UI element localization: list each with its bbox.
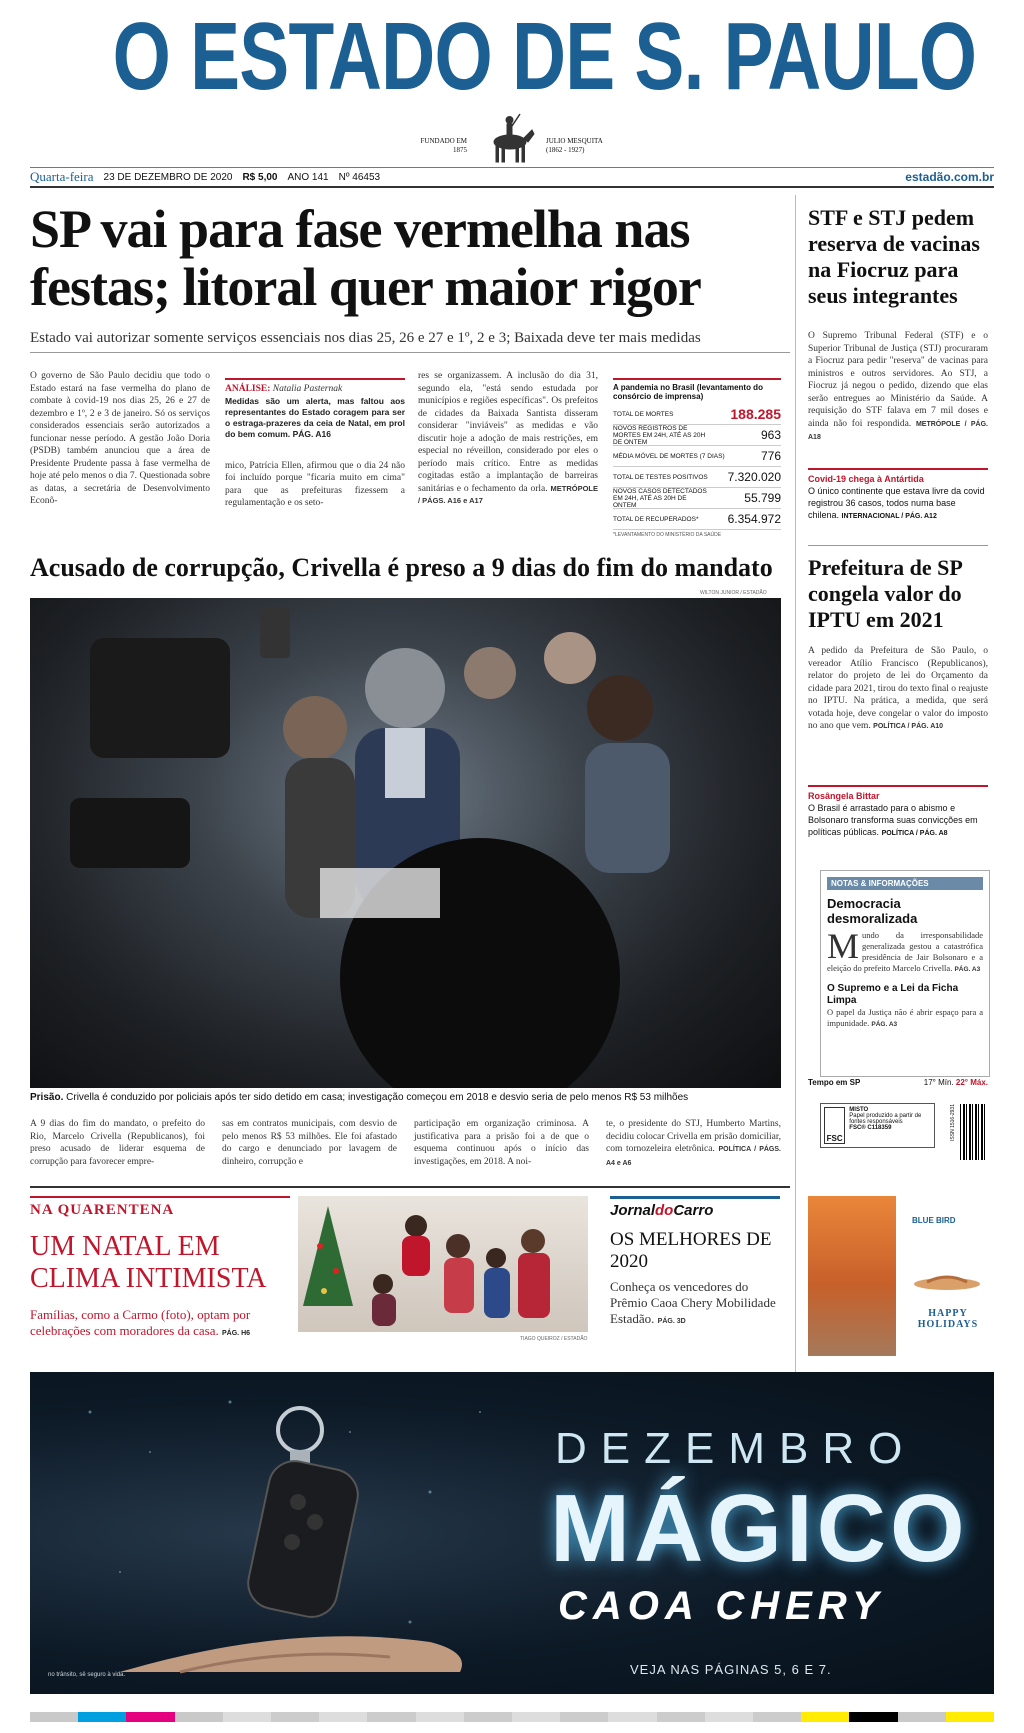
photo-credit: WILTON JUNIOR / ESTADÃO bbox=[700, 590, 767, 596]
horseman-logo-icon bbox=[478, 110, 542, 166]
side-antartida-kicker: Covid-19 chega à Antártida bbox=[808, 474, 924, 484]
divider bbox=[808, 545, 988, 546]
edition-date: 23 DE DEZEMBRO DE 2020 bbox=[103, 171, 233, 183]
family-christmas-photo[interactable] bbox=[298, 1196, 588, 1332]
photo-caption: Prisão. Crivella é conduzido por policiais após ter sido detido em casa; investigação começou em 2018 e desvio seria de pelo menos R$ 53 milhões bbox=[30, 1092, 689, 1103]
edition-year: ANO 141 bbox=[287, 171, 329, 183]
bluebird-text: HAPPY HOLIDAYS bbox=[917, 1308, 979, 1330]
pandemia-table bbox=[613, 378, 781, 538]
table-row: NOVOS REGISTROS DE MORTES EM 24H, ATÉ AS 20H DE ONTEM 963 bbox=[613, 424, 781, 446]
lead-column-3: res se organizassem. A inclusão do dia 31, segundo ela, "está sendo estudada por municípios e regiões específicas". Os prefeitos de cidades da Baixada Santista disseram considerar "inviáveis" as medidas e vão discutir hoje a adoção de mais restrições, em especial no réveillon, considerado por eles o período mais crítico. Entre as medidas cogitadas estão a implantação de barreiras sanitárias e o fechamento da orla. METRÓPOLE / PÁGS. A16 e A17 bbox=[418, 371, 599, 505]
side-bittar: Rosângela Bittar O Brasil é arrastado para o abismo e Bolsonaro transforma suas convicções em políticas públicas. POLÍTICA / PÁG. A8 bbox=[808, 785, 988, 840]
notas-box: NOTAS & INFORMAÇÕES Democracia desmoralizada M undo da irresponsabilidade generalizada gestou a catastrófica presidência de Jair Bolsonaro e a eleição do prefeito Marcelo Crivella. PÁG. A3 O Supremo e a Lei da Ficha Limpa O papel da Justiça não é abrir espaço para a impunidade. PÁG. A3 bbox=[820, 870, 990, 1077]
ad-line-magico: MÁGICO bbox=[550, 1475, 969, 1582]
lead-column-2: mico, Patrícia Ellen, afirmou que o dia 24 não foi incluído porque "ficaria muito em cima" para que as prefeituras fizessem a regulamentação e os seto- bbox=[225, 460, 405, 508]
crivella-column-2: sas em contratos municipais, com desvio de pelo menos R$ 53 milhões. Ele foi afastado do cargo e denunciado por lavagem de dinheiro, corrupção e bbox=[222, 1119, 397, 1167]
side-antartida: Covid-19 chega à Antártida O único continente que estava livre da covid registrou 36 casos, todos numa base chilena. INTERNACIONAL / PÁG. A12 bbox=[808, 468, 988, 523]
fsc-seal: FSC MISTO Papel produzido a partir de fontes responsáveis FSC® C118359 bbox=[820, 1103, 935, 1148]
sandal-photo bbox=[808, 1196, 896, 1356]
crivella-arrest-photo[interactable] bbox=[30, 598, 781, 1088]
newspaper-title: O ESTADO DE S. PAULO bbox=[112, 3, 977, 110]
quarentena-headline[interactable]: UM NATAL EM CLIMA INTIMISTA bbox=[30, 1231, 267, 1294]
side-headline-stf[interactable]: STF e STJ pedem reserva de vacinas na Fiocruz para seus integrantes bbox=[808, 205, 980, 308]
quarentena-box: NA QUARENTENA UM NATAL EM CLIMA INTIMISTA Famílias, como a Carmo (foto), optam por celebrações com moradores da casa. PÁG. H6 bbox=[30, 1196, 290, 1342]
pandemia-footnote: *LEVANTAMENTO DO MINISTÉRIO DA SAÚDE bbox=[613, 532, 722, 538]
masthead bbox=[0, 0, 1024, 170]
table-row: MÉDIA MÓVEL DE MORTES (7 DIAS) 776 bbox=[613, 446, 781, 467]
divider bbox=[30, 1186, 790, 1188]
barcode-icon bbox=[960, 1104, 986, 1160]
sandal-icon bbox=[912, 1272, 982, 1292]
table-row: TOTAL DE TESTES POSITIVOS 7.320.020 bbox=[613, 467, 781, 488]
crivella-column-3: participação em organização criminosa. A justificativa para a prisão foi a de que o esquema continuou após o início das investigações, em 2018. A noi- bbox=[414, 1119, 589, 1167]
ad-brand-caoa-chery: CAOA CHERY bbox=[558, 1584, 885, 1628]
lead-deck: Estado vai autorizar somente serviços essenciais nos dias 25, 26 e 27 e 1º, 2 e 3; Baixada deve ter mais medidas bbox=[30, 330, 701, 346]
table-row: NOVOS CASOS DETECTADOS EM 24H, ATÉ AS 20H DE ONTEM 55.799 bbox=[613, 487, 781, 509]
crivella-column-1: A 9 dias do fim do mandato, o prefeito do Rio, Marcelo Crivella (Republicanos), foi preso acusado de liderar esquema de corrupção para favorecer empre- bbox=[30, 1119, 205, 1167]
lead-ref: METRÓPOLE / PÁGS. A16 e A17 bbox=[418, 483, 599, 505]
key-on-hand-icon bbox=[30, 1372, 550, 1694]
dropcap: M bbox=[827, 926, 860, 966]
dateline-bar bbox=[30, 167, 994, 188]
analysis-text: Medidas são um alerta, mas faltou aos representantes do Estado coragem para ser o estraga-prazeres da ceia de Natal, em prol do bem comum. bbox=[225, 395, 405, 439]
founded-info: FUNDADO EM 1875 bbox=[420, 137, 467, 154]
notas-headline-2[interactable]: O Supremo e a Lei da Ficha Limpa bbox=[827, 983, 959, 1006]
analysis-box bbox=[225, 378, 405, 510]
founder-info: JULIO MESQUITA (1862 - 1927) bbox=[546, 137, 603, 154]
fsc-logo-icon: FSC bbox=[824, 1107, 845, 1144]
family-photo-credit: TIAGO QUEIROZ / ESTADÃO bbox=[520, 1336, 588, 1342]
side-body-stf: O Supremo Tribunal Federal (STF) e o Superior Tribunal de Justiça (STJ) procuraram a Fiocruz para pedir "reserva" de vacinas para ministros e outros servidores. Ao STJ, a Fiocruz já negou o pedido, dizendo que elas serão entregues ao Ministério da Saúde. A requisição do STF falava em 7 mil doses e ainda não foi respondida. METRÓPOLE / PÁG. A18 bbox=[808, 331, 989, 441]
bluebird-logo: BLUE BIRD bbox=[912, 1216, 956, 1225]
issn-barcode: ISSN 1516-2931 bbox=[950, 1104, 956, 1141]
jornaldocarro-box: JornaldoCarro OS MELHORES DE 2020 Conheça os vencedores do Prêmio Caoa Chery Mobilidade Estadão. PÁG. 3D bbox=[610, 1196, 780, 1330]
quarentena-kicker: NA QUARENTENA bbox=[30, 1196, 290, 1219]
crivella-column-4: te, o presidente do STJ, Humberto Martins, decidiu colocar Crivella em prisão domiciliar, com tornozeleira eletrônica. POLÍTICA / PÁGS. A4 e A6 bbox=[606, 1119, 781, 1167]
pandemia-title: A pandemia no Brasil (levantamento do consórcio de imprensa) bbox=[613, 378, 781, 404]
table-row: TOTAL DE MORTES 188.285 bbox=[613, 404, 781, 425]
ad-small-print: no trânsito, sê seguro à vida. bbox=[48, 1672, 126, 1678]
website-link[interactable]: estadão.com.br bbox=[905, 170, 994, 184]
side-body-iptu: A pedido da Prefeitura de São Paulo, o vereador Atílio Francisco (Republicanos), relator do projeto de lei do Orçamento da cidade para 2021, tirou do texto final o reajuste no IPTU. Na prática, a medida, que será votada hoje, deve congelar o valor do imposto no ano que vem. POLÍTICA / PÁG. A10 bbox=[808, 646, 988, 731]
table-row: TOTAL DE RECUPERADOS* 6.354.972 bbox=[613, 509, 781, 530]
divider bbox=[30, 352, 790, 353]
edition-price: R$ 5,00 bbox=[242, 171, 278, 183]
analysis-label: ANÁLISE: bbox=[225, 384, 271, 394]
analysis-author: Natalia Pasternak bbox=[272, 384, 343, 394]
bluebird-ad[interactable] bbox=[808, 1196, 988, 1356]
weekday: Quarta-feira bbox=[30, 169, 94, 184]
lead-column-1: O governo de São Paulo decidiu que todo o Estado estará na fase vermelha do plano de combate à covid-19 nos dias 25, 26 e 27 de dezembro e 1º, 2 e 3 de janeiro. Só os serviços considerados essenciais serão autorizados a funcionar nesse período. A gestão João Doria (PSDB) também anunciou que a área de Presidente Prudente passa à fase vermelha de hoje até pelo menos o dia 7. Questionada sobre as datas, a secretária de Desenvolvimento Econô- bbox=[30, 371, 210, 506]
side-headline-iptu[interactable]: Prefeitura de SP congela valor do IPTU em 2021 bbox=[808, 555, 962, 632]
weather-row: Tempo em SP 17° Mín. 22° Máx. bbox=[808, 1078, 988, 1087]
analysis-page: PÁG. A16 bbox=[292, 428, 331, 439]
caoa-chery-ad[interactable] bbox=[30, 1372, 994, 1694]
jornaldocarro-logo: JornaldoCarro bbox=[610, 1196, 780, 1219]
edition-number: Nº 46453 bbox=[338, 171, 381, 183]
family-photo-scene-icon bbox=[298, 1196, 588, 1332]
lead-headline[interactable]: SP vai para fase vermelha nas festas; litoral quer maior rigor bbox=[30, 199, 701, 317]
ad-line-dezembro: DEZEMBRO bbox=[555, 1424, 917, 1473]
notas-bar: NOTAS & INFORMAÇÕES bbox=[827, 877, 983, 890]
print-color-bar bbox=[30, 1712, 994, 1722]
photo-scene-icon bbox=[30, 598, 781, 1088]
jornaldocarro-headline[interactable]: OS MELHORES DE 2020 bbox=[610, 1229, 772, 1272]
notas-headline-1[interactable]: Democracia desmoralizada bbox=[827, 896, 918, 926]
ad-pages: VEJA NAS PÁGINAS 5, 6 E 7. bbox=[630, 1662, 832, 1677]
crivella-headline[interactable]: Acusado de corrupção, Crivella é preso a 9 dias do fim do mandato bbox=[30, 553, 773, 582]
